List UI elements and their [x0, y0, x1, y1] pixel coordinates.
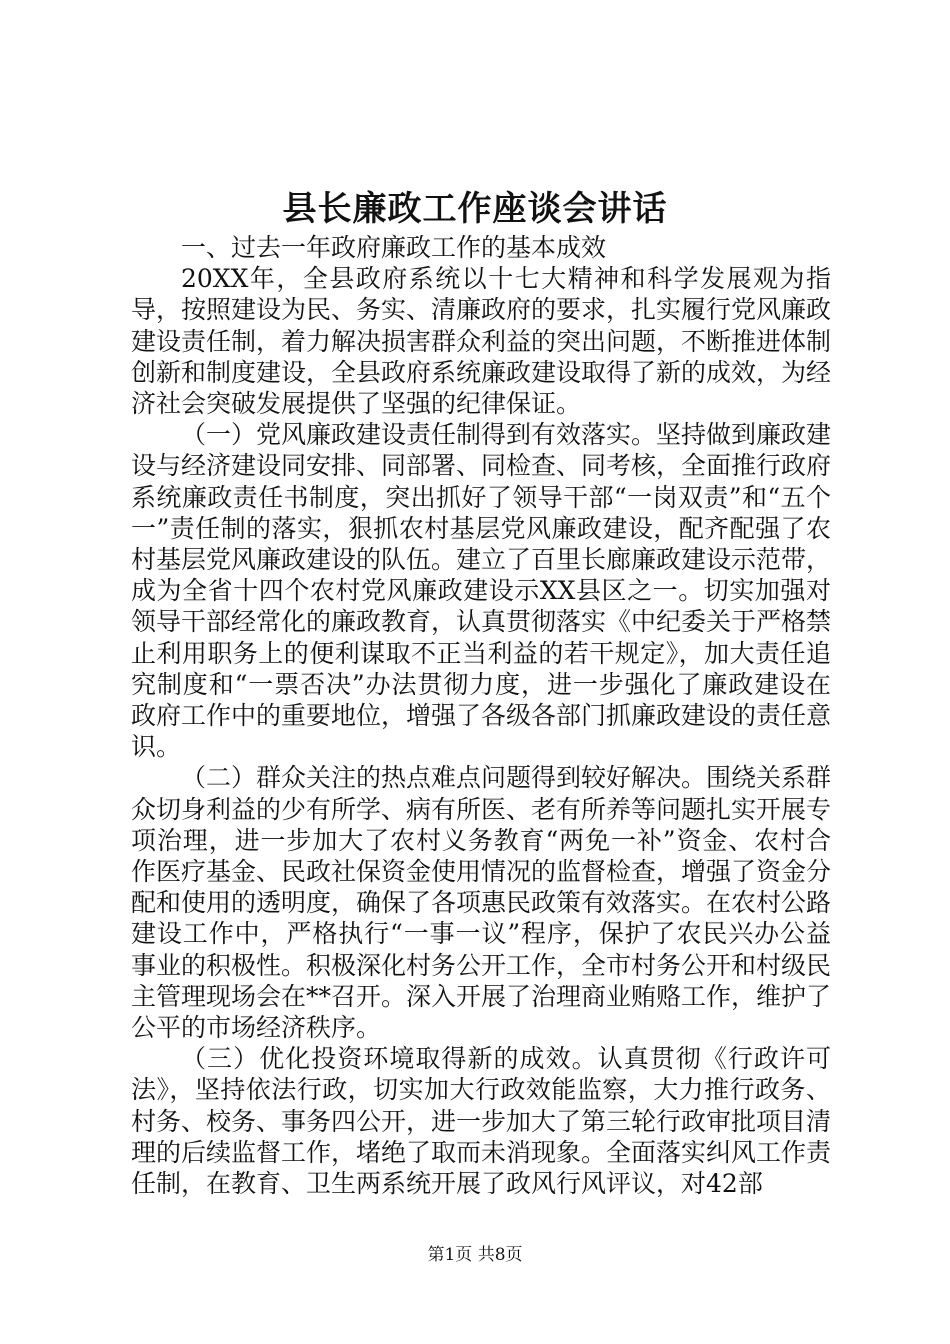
paragraph-intro: 20XX年，全县政府系统以十七大精神和科学发展观为指导，按照建设为民、务实、清廉政府的要求，扎实履行党风廉政建设责任制，着力解决损害群众利益的突出问题，不断推进体制创新和制度建设，全县政府系统廉政建设取得了新的成效，为经济社会突破发展提供了坚强的纪律保证。: [131, 264, 832, 419]
section-heading: 一、过去一年政府廉政工作的基本成效: [181, 233, 607, 262]
document-title: 县长廉政工作座谈会讲话: [282, 189, 668, 229]
paragraph-item-3: （三）优化投资环境取得新的成效。认真贯彻《行政许可法》，坚持依法行政，切实加大行政效能监察，大力推行政务、村务、校务、事务四公开，进一步加大了第三轮行政审批项目清理的后续监督工作，堵绝了取而未消现象。全面落实纠风工作责任制，在教育、卫生两系统开展了政风行风评议，对42部: [131, 1044, 832, 1199]
document-body: [131, 232, 831, 1199]
page-footer: 第1页 共8页: [427, 1245, 523, 1265]
paragraph-item-2: （二）群众关注的热点难点问题得到较好解决。围绕关系群众切身利益的少有所学、病有所医、老有所养等问题扎实开展专项治理，进一步加大了农村义务教育“两免一补”资金、农村合作医疗基金、民政社保资金使用情况的监督检查，增强了资金分配和使用的透明度，确保了各项惠民政策有效落实。在农村公路建设工作中，严格执行“一事一议”程序，保护了农民兴办公益事业的积极性。积极深化村务公开工作，全市村务公开和村级民主管理现场会在**召开。深入开展了治理商业贿赂工作，维护了公平的市场经济秩序。: [131, 763, 832, 1043]
paragraph-item-1: （一）党风廉政建设责任制得到有效落实。坚持做到廉政建设与经济建设同安排、同部署、同检查、同考核，全面推行政府系统廉政责任书制度，突出抓好了领导干部“一岗双责”和“五个一”责任制的落实，狠抓农村基层党风廉政建设，配齐配强了农村基层党风廉政建设的队伍。建立了百里长廊廉政建设示范带，成为全省十四个农村党风廉政建设示XX县区之一。切实加强对领导干部经常化的廉政教育，认真贯彻落实《中纪委关于严格禁止利用职务上的便利谋取不正当利益的若干规定》，加大责任追究制度和“一票否决”办法贯彻力度，进一步强化了廉政建设在政府工作中的重要地位，增强了各级各部门抓廉政建设的责任意识。: [131, 420, 832, 762]
